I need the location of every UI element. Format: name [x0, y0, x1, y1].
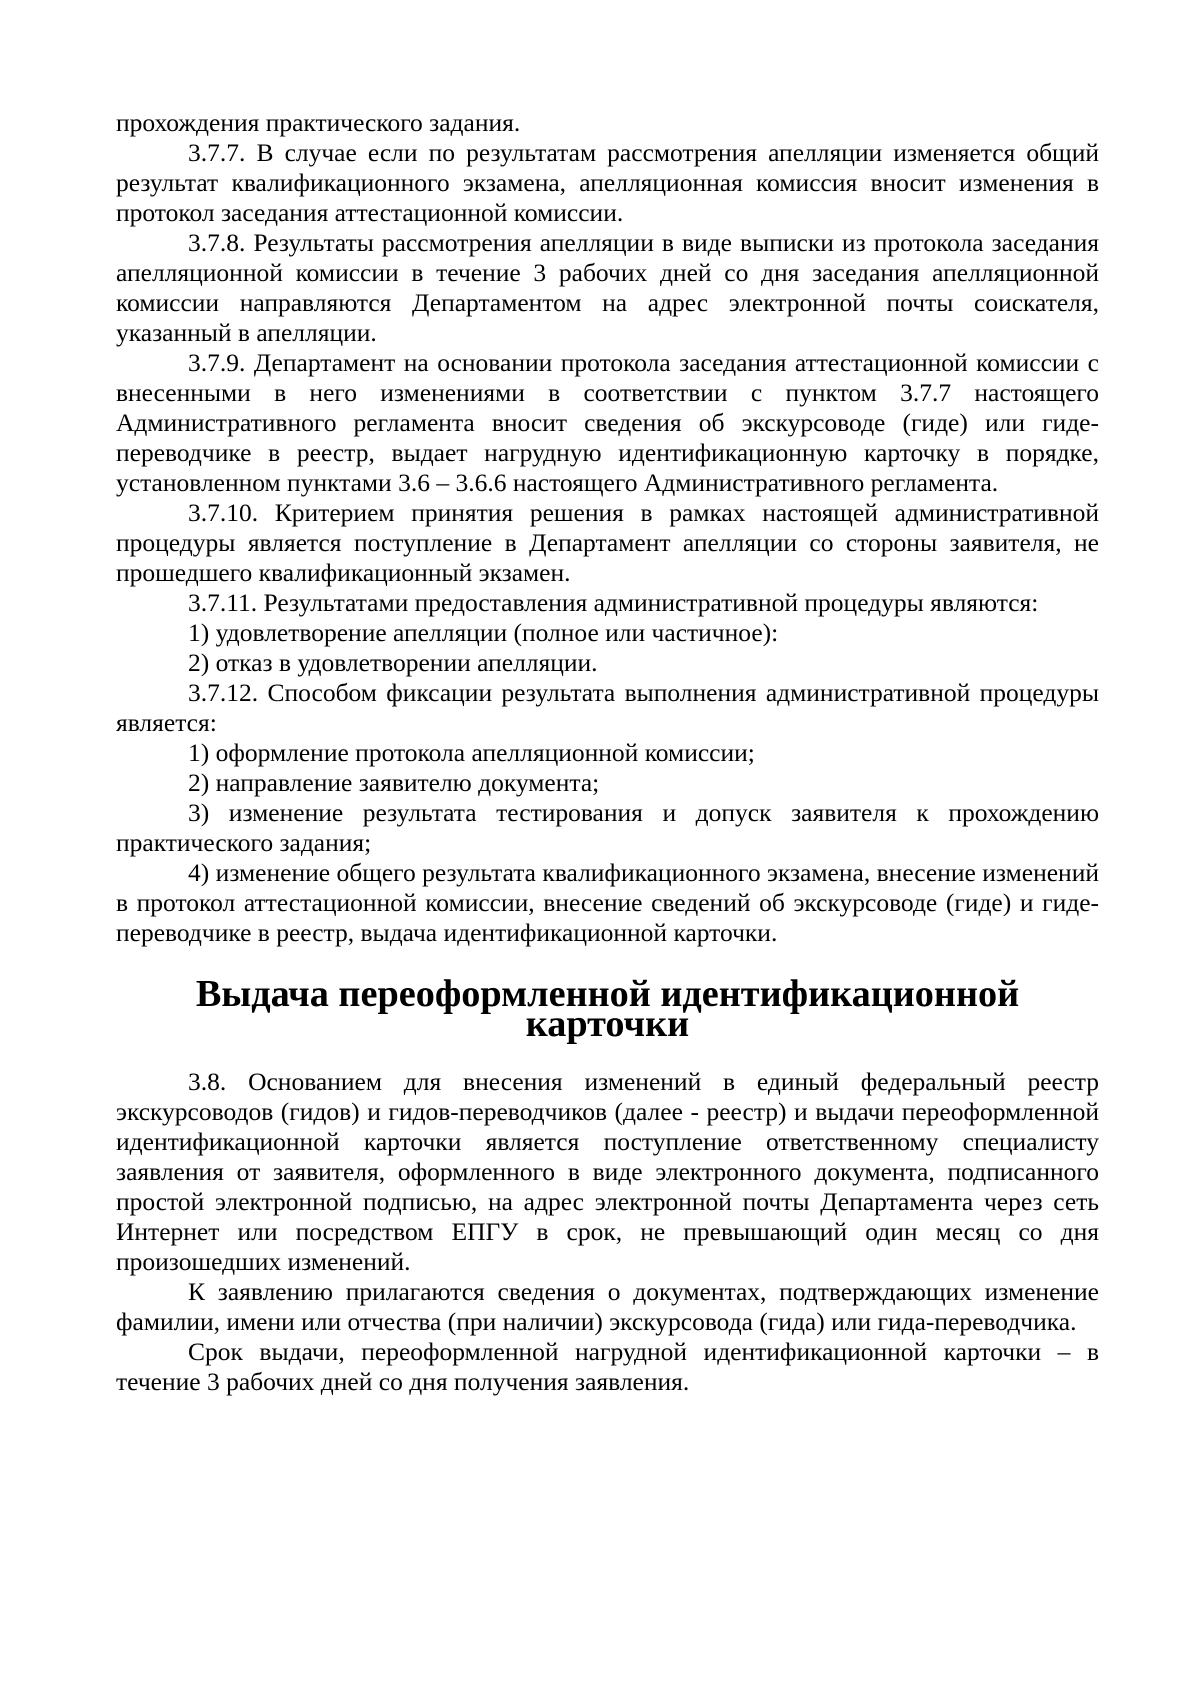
paragraph-3-7-9: 3.7.9. Департамент на основании протокола заседания аттестационной комиссии с внесенными в него изменениями в соответствии с пунктом 3.7.7 настоящего Административного регламента вносит сведения об экскурсоводе (гиде) или гиде-переводчике в реестр, выдает нагрудную идентификационную карточку в порядке, установленном пунктами 3.6 – 3.6.6 настоящего Административного регламента. — [116, 348, 1099, 497]
paragraph-3-8: 3.8. Основанием для внесения изменений в единый федеральный реестр экскурсоводов (гидов) и гидов-переводчиков (далее - реестр) и выдачи переоформленной идентификационной карточки является поступление ответственному специалисту заявления от заявителя, оформленного в виде электронного документа, подписанного простой электронной подписью, на адрес электронной почты Департамента через сеть Интернет или посредством ЕПГУ в срок, не превышающий один месяц со дня произошедших изменений. — [116, 1067, 1099, 1276]
paragraph-3-7-11: 3.7.11. Результатами предоставления административной процедуры являются: — [188, 588, 1039, 617]
paragraph-continuation: прохождения практического задания. — [116, 108, 521, 137]
list-item-result-1: 1) удовлетворение апелляции (полное или частичное): — [188, 618, 779, 647]
list-item-fixation-2: 2) направление заявителю документа; — [188, 768, 600, 797]
paragraph-3-7-12: 3.7.12. Способом фиксации результата выполнения административной процедуры является: — [116, 678, 1099, 737]
paragraph-issue-term: Срок выдачи, переоформленной нагрудной идентификационной карточки – в течение 3 рабочих дней со дня получения заявления. — [116, 1337, 1099, 1396]
list-item-fixation-3: 3) изменение результата тестирования и допуск заявителя к прохождению практического задания; — [116, 798, 1099, 857]
document-page — [116, 108, 1099, 1397]
paragraph-3-7-8: 3.7.8. Результаты рассмотрения апелляции в виде выписки из протокола заседания апелляционной комиссии в течение 3 рабочих дней со дня заседания апелляционной комиссии направляются Департаментом на адрес электронной почты соискателя, указанный в апелляции. — [116, 228, 1099, 347]
paragraph-attachments: К заявлению прилагаются сведения о документах, подтверждающих изменение фамилии, имени или отчества (при наличии) экскурсовода (гида) или гида-переводчика. — [116, 1277, 1099, 1336]
list-item-result-2: 2) отказ в удовлетворении апелляции. — [188, 648, 598, 677]
list-item-fixation-4: 4) изменение общего результата квалификационного экзамена, внесение изменений в протокол аттестационной комиссии, внесение сведений об экскурсоводе (гиде) и гиде-переводчике в реестр, выдача идентификационной карточки. — [116, 858, 1099, 947]
section-heading: Выдача переоформленной идентификационной карточки — [195, 973, 1020, 1045]
list-item-fixation-1: 1) оформление протокола апелляционной комиссии; — [188, 738, 755, 767]
paragraph-3-7-10: 3.7.10. Критерием принятия решения в рамках настоящей административной процедуры является поступление в Департамент апелляции со стороны заявителя, не прошедшего квалификационный экзамен. — [116, 498, 1099, 587]
paragraph-3-7-7: 3.7.7. В случае если по результатам рассмотрения апелляции изменяется общий результат квалификационного экзамена, апелляционная комиссия вносит изменения в протокол заседания аттестационной комиссии. — [116, 138, 1099, 227]
